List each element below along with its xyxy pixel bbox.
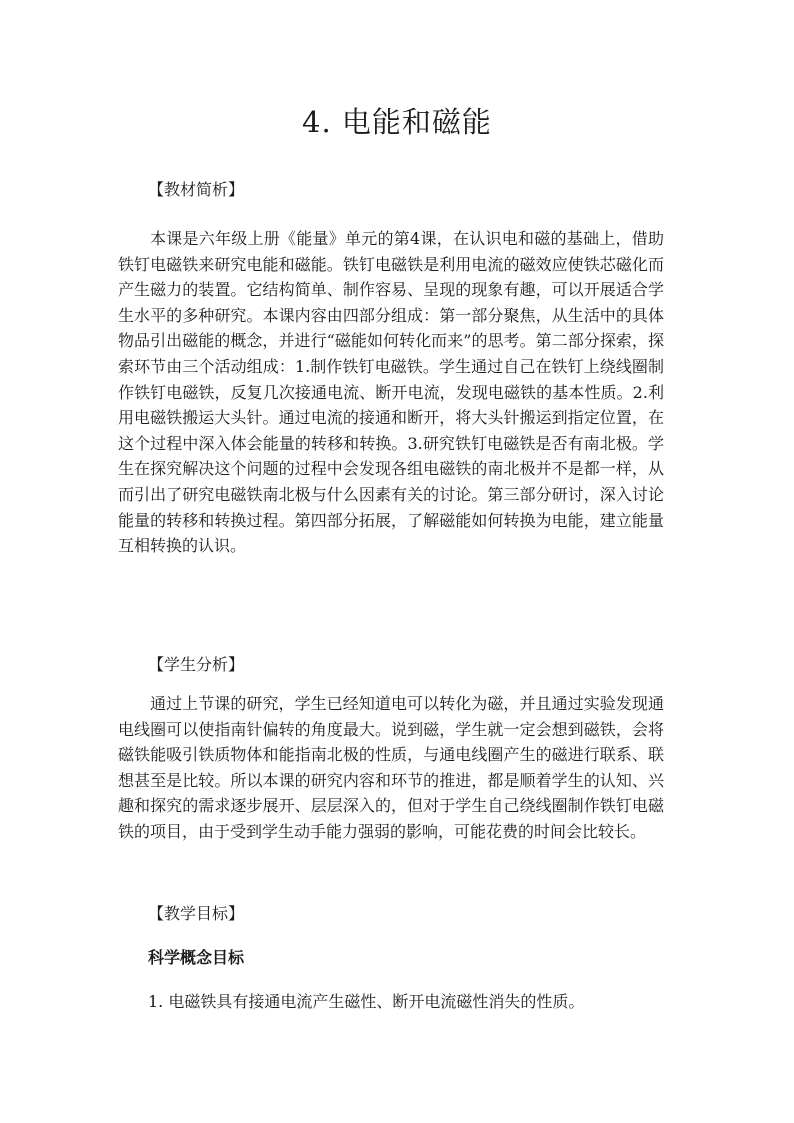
list-item-goal-1: 1. 电磁铁具有接通电流产生磁性、断开电流磁性消失的性质。 <box>148 992 585 1011</box>
section-heading-teaching-goals: 【教学目标】 <box>148 904 245 923</box>
paragraph-textbook-analysis: 本课是六年级上册《能量》单元的第4课，在认识电和磁的基础上，借助铁钉电磁铁来研究电能和磁能。铁钉电磁铁是利用电流的磁效应使铁芯磁化而产生磁力的装置。它结构简单、制作容易、呈现的现象有趣，可以开展适合学生水平的多种研究。本课内容由四部分组成：第一部分聚焦，从生活中的具体物品引出磁能的概念，并进行“磁能如何转化而来”的思考。第二部分探索，探索环节由三个活动组成：1.制作铁钉电磁铁。学生通过自己在铁钉上绕线圈制作铁钉电磁铁，反复几次接通电流、断开电流，发现电磁铁的基本性质。2.利用电磁铁搬运大头针。通过电流的接通和断开，将大头针搬运到指定位置，在这个过程中深入体会能量的转移和转换。3.研究铁钉电磁铁是否有南北极。学生在探究解决这个问题的过程中会发现各组电磁铁的南北极并不是都一样，从而引出了研究电磁铁南北极与什么因素有关的讨论。第三部分研讨，深入讨论能量的转移和转换过程。第四部分拓展，了解磁能如何转换为电能，建立能量互相转换的认识。 <box>118 229 664 556</box>
paragraph-student-analysis: 通过上节课的研究，学生已经知道电可以转化为磁，并且通过实验发现通电线圈可以使指南针偏转的角度最大。说到磁，学生就一定会想到磁铁，会将磁铁能吸引铁质物体和能指南北极的性质，与通电线圈产生的磁进行联系、联想甚至是比较。所以本课的研究内容和环节的推进，都是顺着学生的认知、兴趣和探究的需求逐步展开、层层深入的，但对于学生自己绕线圈制作铁钉电磁铁的项目，由于受到学生动手能力强弱的影响，可能花费的时间会比较长。 <box>118 694 664 841</box>
subheading-science-concept-goals: 科学概念目标 <box>148 948 245 967</box>
section-heading-student-analysis: 【学生分析】 <box>148 655 245 674</box>
document-title: 4. 电能和磁能 <box>302 105 492 139</box>
section-heading-textbook-analysis: 【教材简析】 <box>148 180 245 199</box>
